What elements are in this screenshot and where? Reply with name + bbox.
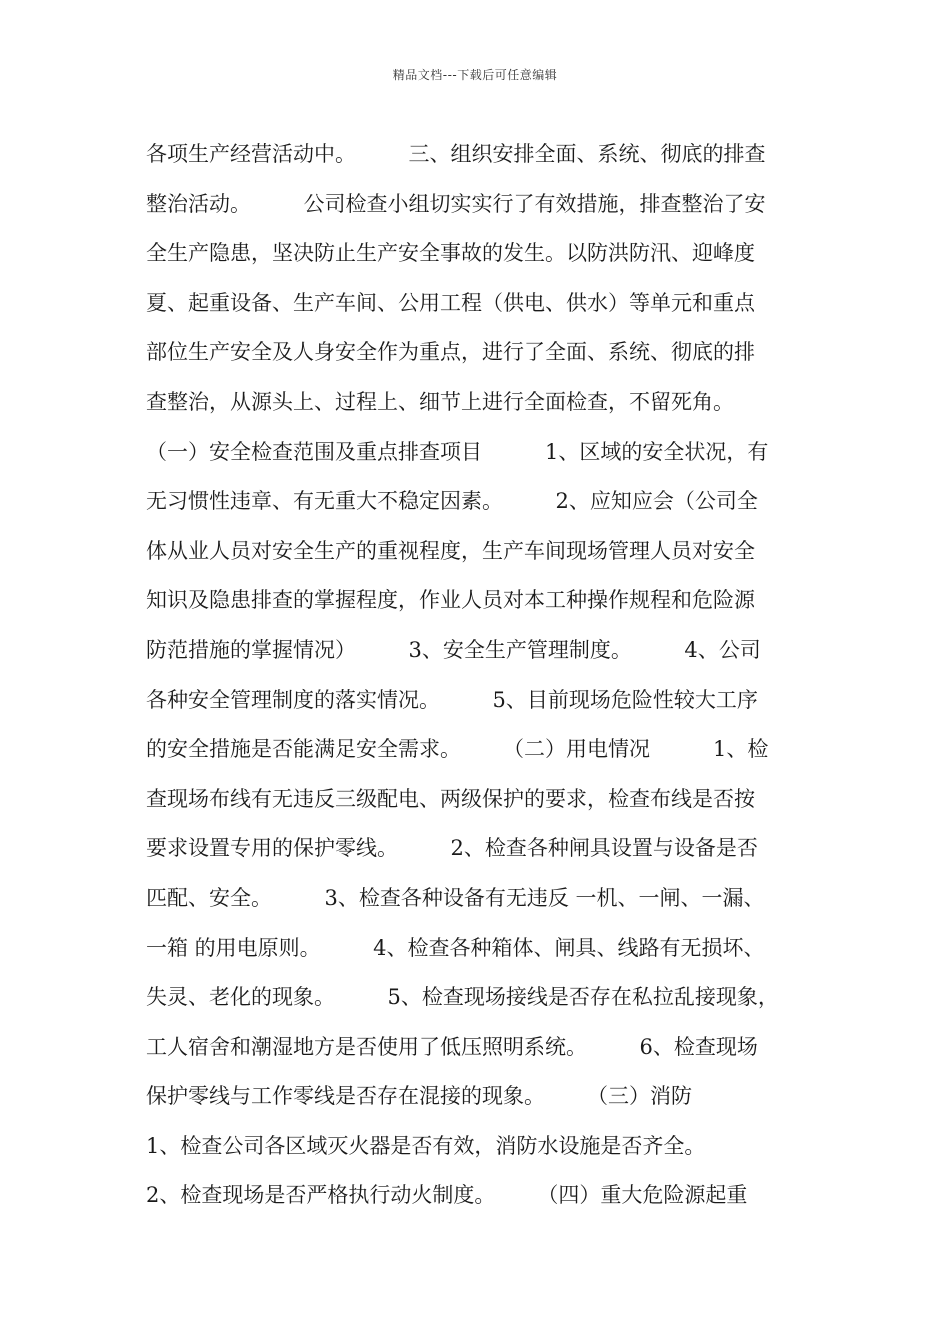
text-line: 匹配、安全。 3、检查各种设备有无违反 一机、一闸、一漏、 [146, 885, 765, 910]
page-header: 精品文档---下载后可任意编辑 [392, 68, 558, 82]
text-line: 的安全措施是否能满足安全需求。 （二）用电情况 1、检 [146, 737, 769, 762]
text-line: （一）安全检查范围及重点排查项目 1、区域的安全状况，有 [146, 439, 769, 464]
text-line: 失灵、老化的现象。 5、检查现场接线是否存在私拉乱接现象， [146, 985, 779, 1010]
body-text [146, 130, 818, 1221]
text-line: 各项生产经营活动中。 三、组织安排全面、系统、彻底的排查 [146, 142, 766, 166]
text-line: 部位生产安全及人身安全作为重点，进行了全面、系统、彻底的排 [146, 340, 755, 365]
text-line: 各种安全管理制度的落实情况。 5、目前现场危险性较大工序 [146, 687, 758, 712]
text-line: 无习惯性违章、有无重大不稳定因素。 2、应知应会（公司全 [146, 489, 758, 514]
text-line: 整治活动。 公司检查小组切实实行了有效措施，排查整治了安 [146, 191, 766, 216]
text-line: 一箱 的用电原则。 4、检查各种箱体、闸具、线路有无损坏、 [146, 935, 765, 960]
text-line: 查整治，从源头上、过程上、细节上进行全面检查，不留死角。 [146, 389, 734, 414]
text-line: 工人宿舍和潮湿地方是否使用了低压照明系统。 6、检查现场 [146, 1034, 758, 1059]
text-line: 夏、起重设备、生产车间、公用工程（供电、供水）等单元和重点 [146, 290, 755, 315]
text-line: 1、检查公司各区域灭火器是否有效，消防水设施是否齐全。 [146, 1133, 706, 1158]
text-line: 防范措施的掌握情况） 3、安全生产管理制度。 4、公司 [146, 637, 761, 662]
text-line: 全生产隐患，坚决防止生产安全事故的发生。以防洪防汛、迎峰度 [146, 241, 755, 266]
text-line: 查现场布线有无违反三级配电、两级保护的要求，检查布线是否按 [146, 786, 755, 811]
text-line: 要求设置专用的保护零线。 2、检查各种闸具设置与设备是否 [146, 836, 758, 861]
text-line: 保护零线与工作零线是否存在混接的现象。 （三）消防 [146, 1084, 692, 1109]
text-line: 体从业人员对安全生产的重视程度，生产车间现场管理人员对安全 [146, 538, 755, 563]
text-line: 知识及隐患排查的掌握程度，作业人员对本工种操作规程和危险源 [146, 588, 755, 613]
text-line: 2、检查现场是否严格执行动火制度。 （四）重大危险源起重 [146, 1183, 748, 1208]
